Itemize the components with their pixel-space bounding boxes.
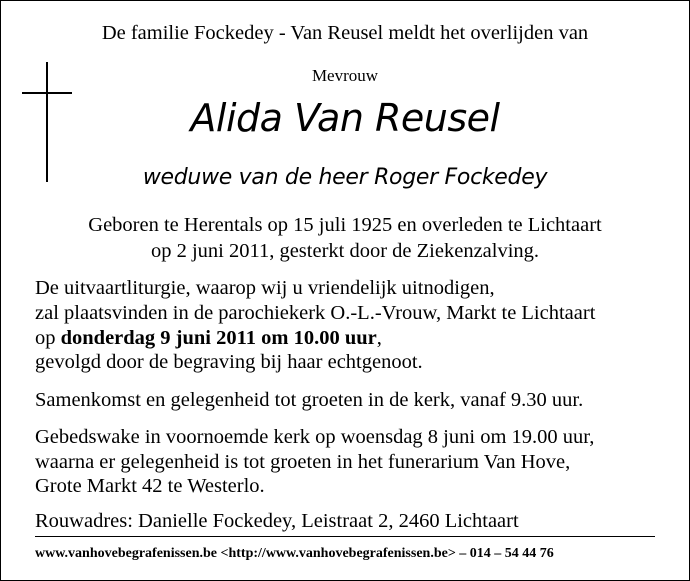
funeral-line-3 (35, 327, 382, 350)
gathering-text: Samenkomst en gelegenheid tot groeten in de kerk, vanaf 9.30 uur. (35, 389, 584, 411)
title-word: Mevrouw (311, 66, 379, 85)
birth-line-1: Geboren te Herentals op 15 juli 1925 en overleden te Lichtaart (88, 214, 602, 236)
wake-line-3: Grote Markt 42 te Westerlo. (35, 475, 265, 497)
funeral-line-2: zal plaatsvinden in de parochiekerk O.-L.-Vrouw, Markt te Lichtaart (35, 302, 596, 324)
funeral-date-prefix: op (35, 327, 61, 349)
address-text: Rouwadres: Danielle Fockedey, Leistraat 2, 2460 Lichtaart (35, 510, 519, 532)
intro-text: De familie Fockedey - Van Reusel meldt het overlijden van (101, 22, 589, 44)
deceased-name: Alida Van Reusel (190, 96, 500, 140)
funeral-date-suffix: , (376, 327, 382, 349)
funeral-line-4: gevolgd door de begraving bij haar echtgenoot. (35, 351, 423, 373)
widow-of-text: weduwe van de heer Roger Fockedey (142, 165, 548, 190)
wake-line-2: waarna er gelegenheid is tot groeten in het funerarium Van Hove, (35, 451, 571, 473)
wake-line-1: Gebedswake in voornoemde kerk op woensdag 8 juni om 19.00 uur, (35, 426, 595, 448)
birth-line-2: op 2 juni 2011, gesterkt door de Ziekenzalving. (150, 240, 540, 262)
funeral-line-1: De uitvaartliturgie, waarop wij u vriendelijk uitnodigen, (35, 277, 495, 299)
funeral-date: donderdag 9 juni 2011 om 10.00 uur (60, 327, 377, 349)
footer-contact: www.vanhovebegrafenissen.be <http://www.vanhovebegrafenissen.be> – 014 – 54 44 76 (35, 546, 554, 561)
footer-divider (35, 536, 655, 537)
